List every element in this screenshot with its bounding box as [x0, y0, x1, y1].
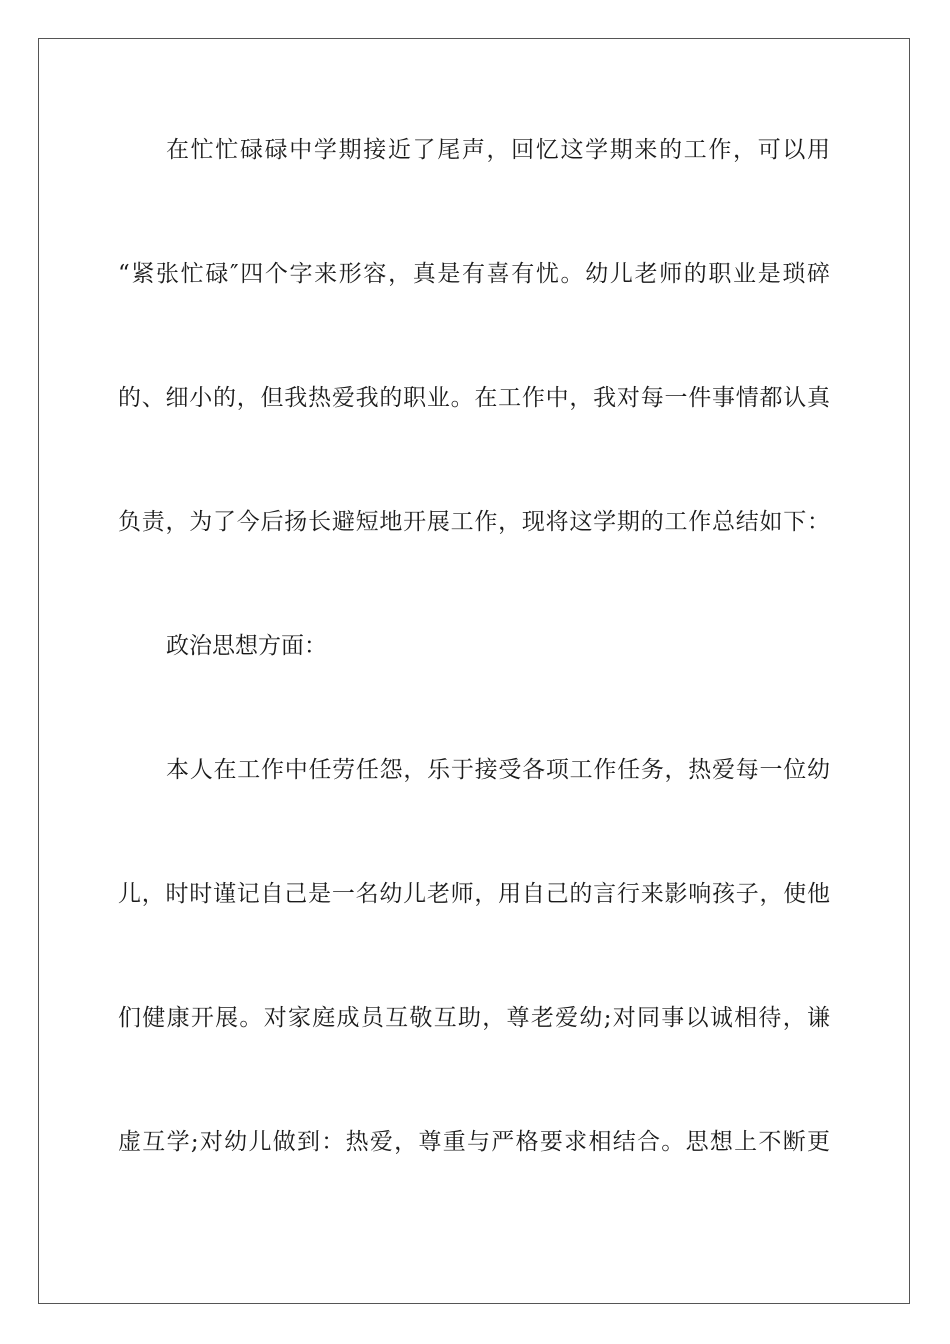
paragraph-2-line-3: 们健康开展。对家庭成员互敬互助，尊老爱幼;对同事以诚相待，谦 — [118, 1005, 830, 1031]
paragraph-1-line-3: 的、细小的，但我热爱我的职业。在工作中，我对每一件事情都认真 — [118, 385, 830, 411]
page-border — [38, 38, 910, 1304]
paragraph-2-line-1: 本人在工作中任劳任怨，乐于接受各项工作任务，热爱每一位幼 — [166, 757, 830, 783]
paragraph-1-line-1: 在忙忙碌碌中学期接近了尾声，回忆这学期来的工作，可以用 — [166, 137, 830, 163]
paragraph-2-line-4: 虚互学;对幼儿做到：热爱，尊重与严格要求相结合。思想上不断更 — [118, 1129, 830, 1155]
paragraph-2-line-2: 儿，时时谨记自己是一名幼儿老师，用自己的言行来影响孩子，使他 — [118, 881, 830, 907]
section-heading-politics: 政治思想方面： — [166, 633, 327, 659]
paragraph-1-line-4: 负责，为了今后扬长避短地开展工作，现将这学期的工作总结如下： — [118, 509, 830, 535]
paragraph-1-line-2: “紧张忙碌″四个字来形容，真是有喜有忧。幼儿老师的职业是琐碎 — [118, 261, 830, 287]
